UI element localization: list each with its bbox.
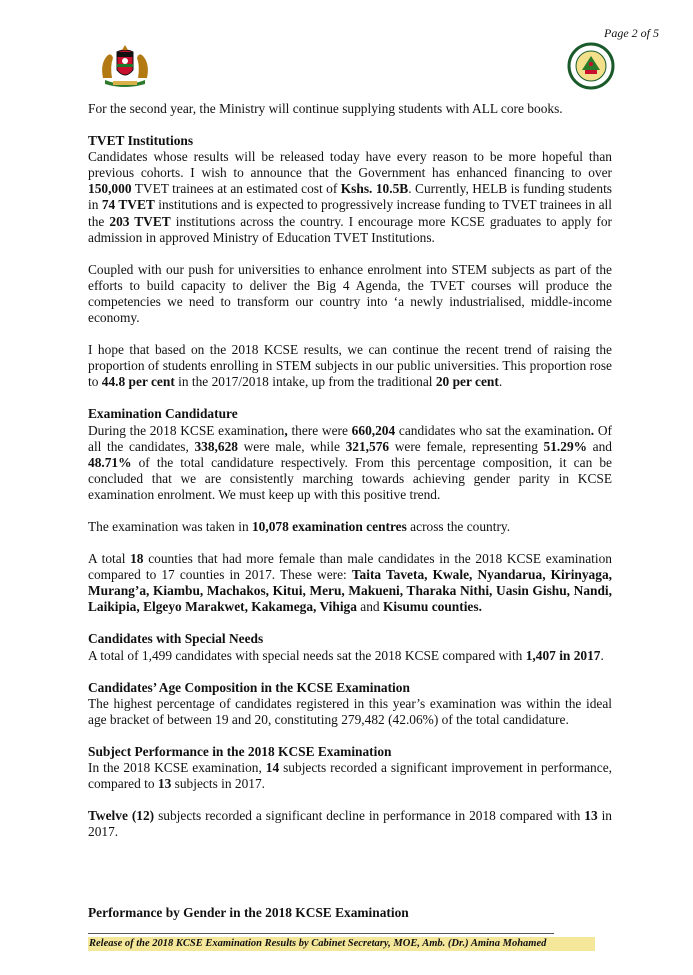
special-needs-heading: Candidates with Special Needs [88, 631, 264, 647]
stem-trend-paragraph: I hope that based on the 2018 KCSE results, we can continue the recent trend of raising the proportion of students enrolling in STEM subjects in our public universities. This proportion rose to 44.8 per cent in the 2017/2018 intake, up from the traditional 20 per cent. [88, 342, 612, 390]
page-number: Page 2 of 5 [604, 26, 659, 40]
age-paragraph: The highest percentage of candidates registered in this year’s examination was within the ideal age bracket of between 19 and 20, constituting 279,482 (42.06%) of the total candidature. [88, 695, 612, 727]
ministry-seal-icon [567, 42, 615, 90]
stem-paragraph: Coupled with our push for universities to enhance enrolment into STEM subjects as part of the efforts to build capacity to deliver the Big 4 Agenda, the TVET courses will produce the competencies we need to transform our country into ‘a newly industrialised, middle-income economy. [88, 261, 612, 326]
special-needs-paragraph: A total of 1,499 candidates with special needs sat the 2018 KCSE compared with 1,407 in 2017. [88, 647, 604, 663]
decline-paragraph: Twelve (12) subjects recorded a significant decline in performance in 2018 compared with 13 in 2017. [88, 808, 612, 840]
subject-heading: Subject Performance in the 2018 KCSE Examination [88, 743, 392, 759]
gender-performance-heading: Performance by Gender in the 2018 KCSE Examination [88, 905, 409, 920]
footer-divider [88, 933, 554, 934]
kenya-coat-of-arms-icon [97, 44, 153, 88]
age-heading: Candidates’ Age Composition in the KCSE Examination [88, 679, 410, 695]
document-body [88, 101, 612, 856]
tvet-paragraph: Candidates whose results will be released today have every reason to be more hopeful than previous cohorts. I wish to announce that the Government has enhanced financing to over 150,000 TVET trainees at an estimated cost of Kshs. 10.5B. Currently, HELB is funding students in 74 TVET institutions and is expected to progressively increase funding to TVET trainees in all the 203 TVET institutions across the country. I encourage more KCSE graduates to apply for admission in approved Ministry of Education TVET Institutions. [88, 149, 613, 245]
candidature-section [88, 406, 612, 503]
books-paragraph: For the second year, the Ministry will continue supplying students with ALL core books. [88, 101, 563, 116]
subject-paragraph: In the 2018 KCSE examination, 14 subjects recorded a significant improvement in performance, compared to 13 subjects in 2017. [88, 760, 612, 792]
centres-paragraph: The examination was taken in 10,078 examination centres across the country. [88, 518, 511, 534]
counties-paragraph: A total 18 counties that had more female than male candidates in the 2018 KCSE examination compared to 17 counties in 2017. These were: Taita Taveta, Kwale, Nyandarua, Kirinyaga, Murang’a, Kiambu, Machakos, Kitui, Meru, Makueni, Tharaka Nithi, Uasin Gishu, Nandi, Laikipia, Elgeyo Marakwet, Kakamega, Vihiga and Kisumu counties. [88, 551, 612, 615]
age-section [88, 680, 612, 728]
subject-section [88, 744, 612, 792]
tvet-heading: TVET Institutions [88, 133, 194, 149]
footer-text: Release of the 2018 KCSE Examination Results by Cabinet Secretary, MOE, Amb. (Dr.) Amina Mohamed [88, 937, 595, 951]
special-needs-section [88, 631, 612, 663]
candidature-paragraph: During the 2018 KCSE examination, there were 660,204 candidates who sat the examination. Of all the candidates, 338,628 were male, while 321,576 were female, representing 51.29% and 48.71% of the total candidature respectively. From this percentage composition, it can be concluded that we are consistently marching towards achieving gender parity in KCSE examination enrolment. We must keep up with this positive trend. [88, 422, 613, 502]
tvet-section [88, 133, 612, 246]
candidature-heading: Examination Candidature [88, 406, 238, 422]
